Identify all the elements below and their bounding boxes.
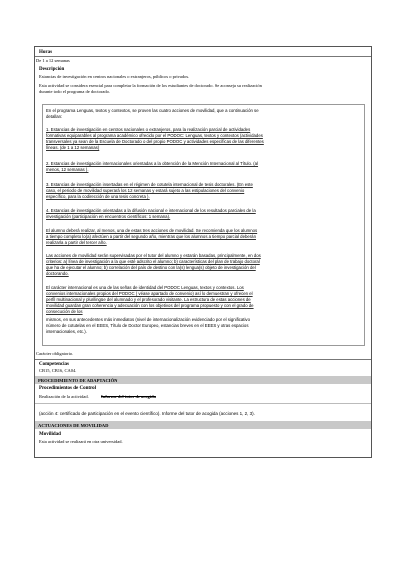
international-paragraph — [46, 285, 361, 315]
para-line: doctorando. — [46, 271, 69, 276]
para-line: internacionales, etc.). — [46, 329, 87, 334]
item-line: transversales ya sean de la Escuela de Doctorado o del propio PODOC y actividades específicas de las diferentes — [46, 139, 264, 144]
para-line: realizarla a partir del tercer año. — [46, 240, 107, 245]
para-line: número de cotutelas en el EEES, Título de Doctor Europeo, estancias breves en el EEES y otras espacios — [46, 323, 249, 328]
descripcion-text-2b: durante todo el programa de doctorado. — [39, 89, 110, 94]
para-line: mismos, en sus antecedentes más inmediatos (nivel de internacionalización evidenciado por el significativo — [46, 317, 250, 322]
para-line: El alumno deberá realizar, al menos, una de estas tres acciones de movilidad. Se recomienda que los alumnos — [46, 228, 258, 233]
activity-sheet — [34, 46, 372, 458]
item-line: 3. Estancias de investigación insertadas en el régimen de cotutela internacional de tesis doctorales. (En este — [46, 182, 253, 187]
control-text-a: Realización de la actividad. — [39, 394, 89, 399]
para-line: perfil multinacional y plurilingüe del alumnado y el profesorado visitante. La estructura de estas acciones de — [46, 297, 251, 302]
movilidad-text: Esta actividad se realizará en otra universidad. — [39, 439, 123, 444]
item-line: menos, 12 semanas ). — [46, 167, 89, 172]
antecedents-paragraph — [46, 317, 361, 335]
control-text-2: (acción 4: certificado de participación en el evento científico). Informe del tutor de acogida (acciones 1, 2, 3). — [39, 411, 255, 416]
para-line: convenios internacionales propios del PODOC ( véase apartado de convenio) así lo demuestran y ofrecen el — [46, 291, 253, 296]
mobility-actions-box — [42, 104, 365, 346]
para-line: a tiempo completo lo(a) afectúen a partir del segundo año, mientras que los alumnos a tiempo parcial deberán — [46, 234, 256, 239]
requirement-paragraph — [46, 228, 361, 246]
item-line: específico, para la codirección de una tesis concreta ). — [46, 194, 150, 199]
item-line: líneas. (de 1 a 12 semanas) — [46, 145, 100, 150]
item-line: 4. Estancias de investigación orientadas a la difusión nacional e internacional de los resultados parciales de la — [46, 208, 256, 213]
descripcion-text: Estancias de investigación en centros nacionales o extranjeros, públicos o privados. — [39, 74, 190, 79]
descripcion-label: Descripción — [39, 67, 65, 72]
caracter-text: Carácter obligatorio. — [36, 351, 74, 356]
supervision-paragraph — [46, 253, 361, 277]
horas-label: Horas — [39, 50, 53, 55]
movilidad-label: Movilidad — [39, 432, 61, 437]
para-line: Las acciones de movilidad serán supervisadas por el tutor del alumno y estarán basadas, principalmente, en dos — [46, 253, 261, 258]
para-line: El carácter internacional es una de las señas de identidad del PODOC Lenguas, textos y contextos. Los — [46, 285, 244, 290]
item-line: 2. Estancias de investigación internacionales orientadas a la obtención de la Mención Internacional al Título. (al — [46, 161, 259, 166]
procedimiento-band — [35, 376, 371, 384]
competencias-label: Competencias — [39, 362, 69, 367]
action-item-1 — [46, 127, 361, 151]
para-line: movilidad guardan gran coherencia y adecuación con los objetivos del programa propuesto y con el grado de — [46, 303, 254, 308]
item-line: caso, el periodo de movilidad superará los 12 semanas y estará sujeto a las estipulaciones del convenio — [46, 188, 245, 193]
divider — [35, 359, 371, 360]
item-line: formativas equiparables al programa académico ofrecido por el PODOC: Lenguas, textos y contextos (actividades — [46, 133, 263, 138]
intro-line: detallan: — [46, 114, 63, 119]
actuaciones-band — [35, 421, 371, 429]
procedimiento-heading: PROCEDIMIENTO DE ADAPTACIÓN — [38, 377, 118, 383]
item-line: 1. Estancias de investigación en centros nacionales o extranjeros, para la realización parcial de actividades — [46, 127, 251, 132]
para-line: consecución de los — [46, 309, 83, 314]
intro-paragraph — [46, 108, 361, 120]
descripcion-text-2a: Esta actividad se considera esencial para completar la formación de los estudiantes de doctorado. Se aconseja su realización — [39, 83, 262, 88]
para-line: que ha de ejecutar el alumno; b) correlación del país de destino con la(s) lengua(s) objeto de investigación del — [46, 265, 256, 270]
horas-value: De 1 a 12 semanas — [36, 58, 70, 63]
divider — [35, 403, 371, 404]
control-label: Procedimientos de Control — [39, 386, 97, 391]
actuaciones-heading: ACTUACIONES DE MOVILIDAD — [38, 422, 109, 428]
divider — [35, 56, 371, 57]
competencias-value: CB15, CB16, CA04. — [39, 368, 77, 373]
action-item-4 — [46, 208, 361, 220]
action-item-2 — [46, 161, 361, 173]
item-line: investigación (participación en encuentros científicos: 1 semana). — [46, 214, 171, 219]
control-text-b: Informe del tutor de acogida — [101, 394, 156, 399]
action-item-3 — [46, 182, 361, 200]
para-line: criterios: a) línea de investigación a la que esté adscrito el alumno; b) características del plan de trabajo doctoral — [46, 259, 260, 264]
intro-line: En el programa Lenguas, textos y contextos, se proven las cuatro acciones de movilidad, que a continuación se — [46, 108, 259, 113]
